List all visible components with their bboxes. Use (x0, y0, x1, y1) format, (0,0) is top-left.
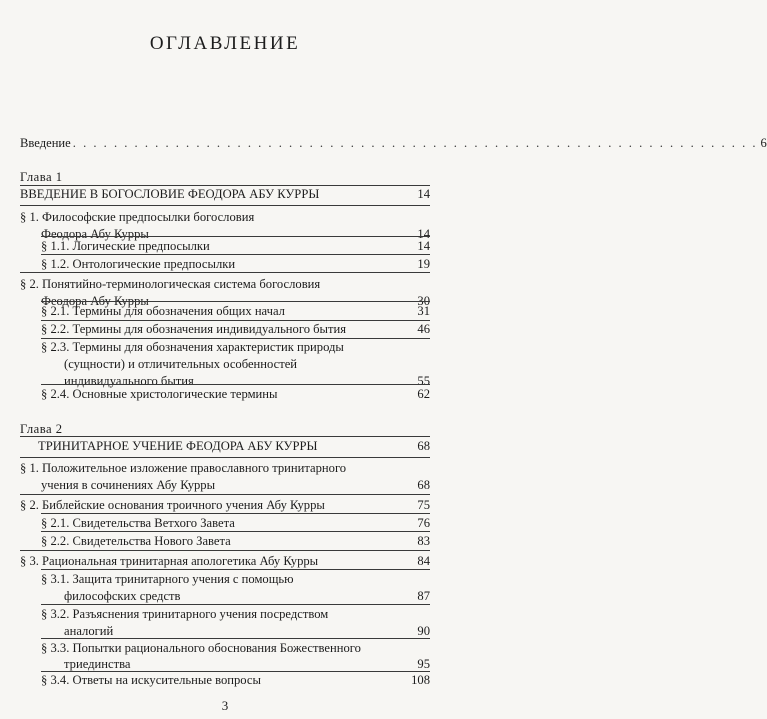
toc-entry-label: § 1.1. Логические предпосылки (41, 239, 210, 253)
chapter-1-title-entry[interactable] (20, 186, 430, 202)
toc-entry-2-1-line1[interactable]: § 1. Положительное изложение православного тринитарного (20, 461, 347, 475)
toc-entry-2-3-1-line1[interactable]: § 3.1. Защита тринитарного учения с помощью (41, 572, 294, 586)
leader-dots: . . . . . . . . . . . . . . . . . . . . . . . . . . . . . . . . . . . . . . . . . . . . . . . . . . . . . . . . . . . . . . . . . . . (72, 136, 758, 150)
divider (20, 205, 430, 206)
chapter-2-heading: Глава 2 (20, 422, 63, 436)
toc-entry-2-3[interactable] (20, 553, 430, 569)
toc-entry-2-2[interactable] (20, 497, 430, 513)
toc-entry-1-1-1[interactable] (41, 238, 430, 254)
toc-entry-1-2-3-line1[interactable]: § 2.3. Термины для обозначения характеристик природы (41, 340, 344, 354)
toc-entry-label: учения в сочинениях Абу Курры (41, 478, 216, 492)
toc-entry-2-3-3[interactable] (64, 656, 430, 672)
toc-entry-label: триединства (64, 657, 131, 671)
toc-entry-page: 46 (417, 322, 430, 336)
toc-entry-page: 87 (417, 589, 430, 603)
chapter-1-title: ВВЕДЕНИЕ В БОГОСЛОВИЕ ФЕОДОРА АБУ КУРРЫ (20, 187, 320, 201)
toc-entry-label: индивидуального бытия (64, 374, 194, 388)
divider (20, 550, 430, 551)
toc-entry-page: 84 (417, 554, 430, 568)
toc-entry-2-1[interactable] (41, 477, 430, 493)
toc-entry-2-3-2-line1[interactable]: § 3.2. Разъяснения тринитарного учения посредством (41, 607, 329, 621)
page-title: ОГЛАВЛЕНИЕ (149, 33, 301, 54)
chapter-1-heading: Глава 1 (20, 170, 63, 184)
toc-entry-page: 55 (417, 374, 430, 388)
toc-entry-1-2-4[interactable] (41, 386, 430, 402)
toc-entry-label: § 3. Рациональная тринитарная апологетика Абу Курры (20, 554, 319, 568)
toc-entry-2-3-3-line1[interactable]: § 3.3. Попытки рационального обоснования Божественного (41, 641, 361, 655)
divider (41, 254, 430, 255)
toc-entry-page: 30 (417, 294, 430, 308)
divider (41, 384, 430, 385)
toc-entry-label: Феодора Абу Курры (41, 227, 149, 241)
toc-entry-label: § 2. Библейские основания троичного учения Абу Курры (20, 498, 325, 512)
toc-entry-1-2-2[interactable] (41, 321, 430, 337)
toc-entry-page: 68 (417, 478, 430, 492)
toc-entry-page: 76 (417, 516, 430, 530)
divider (20, 272, 430, 273)
toc-entry-page: 95 (417, 657, 430, 671)
divider (41, 301, 430, 302)
toc-entry-page: 19 (417, 257, 430, 271)
divider (41, 236, 430, 237)
toc-entry-2-3-1[interactable] (64, 588, 430, 604)
toc-entry-1-2-line1[interactable]: § 2. Понятийно-терминологическая система богословия (20, 277, 321, 291)
toc-entry-page: 14 (417, 239, 430, 253)
toc-entry-page: 31 (417, 304, 430, 318)
toc-entry-1-2-3-line2[interactable]: (сущности) и отличительных особенностей (64, 357, 298, 371)
divider (20, 436, 430, 437)
toc-entry-2-2-2[interactable] (41, 533, 430, 549)
page-number: 3 (221, 698, 229, 713)
toc-entry-page: 83 (417, 534, 430, 548)
toc-entry-2-2-1[interactable] (41, 515, 430, 531)
divider (41, 604, 430, 605)
divider (41, 513, 430, 514)
toc-entry-intro[interactable] (20, 135, 767, 151)
toc-entry-1-1-2[interactable] (41, 256, 430, 272)
toc-entry-page: 108 (411, 673, 430, 687)
toc-entry-label: Введение (20, 136, 71, 150)
toc-entry-page: 14 (417, 227, 430, 241)
toc-entry-label: § 2.1. Свидетельства Ветхого Завета (41, 516, 235, 530)
toc-entry-page: 75 (417, 498, 430, 512)
toc-entry-page: 6 (760, 136, 767, 150)
toc-entry-label: философских средств (64, 589, 181, 603)
toc-entry-page: 62 (417, 387, 430, 401)
toc-entry-label: § 2.1. Термины для обозначения общих начал (41, 304, 285, 318)
toc-entry-page: 14 (417, 187, 430, 201)
toc-entry-label: § 3.4. Ответы на искусительные вопросы (41, 673, 261, 687)
toc-entry-label: аналогий (64, 624, 114, 638)
chapter-2-title-entry[interactable] (38, 438, 430, 454)
divider (41, 638, 430, 639)
toc-entry-label: § 2.2. Термины для обозначения индивидуального бытия (41, 322, 347, 336)
divider (20, 457, 430, 458)
toc-entry-page: 68 (417, 439, 430, 453)
toc-entry-2-3-4[interactable] (41, 672, 430, 688)
toc-entry-label: Феодора Абу Курры (41, 294, 149, 308)
toc-entry-page: 90 (417, 624, 430, 638)
divider (41, 531, 430, 532)
chapter-2-title: ТРИНИТАРНОЕ УЧЕНИЕ ФЕОДОРА АБУ КУРРЫ (38, 439, 318, 453)
toc-entry-1-1-line1[interactable]: § 1. Философские предпосылки богословия (20, 210, 255, 224)
toc-entry-label: § 2.4. Основные христологические термины (41, 387, 278, 401)
toc-entry-label: § 2.2. Свидетельства Нового Завета (41, 534, 231, 548)
toc-entry-2-3-2[interactable] (64, 623, 430, 639)
toc-entry-1-2-1[interactable] (41, 303, 430, 319)
toc-entry-label: § 1.2. Онтологические предпосылки (41, 257, 236, 271)
divider (41, 569, 430, 570)
divider (20, 494, 430, 495)
